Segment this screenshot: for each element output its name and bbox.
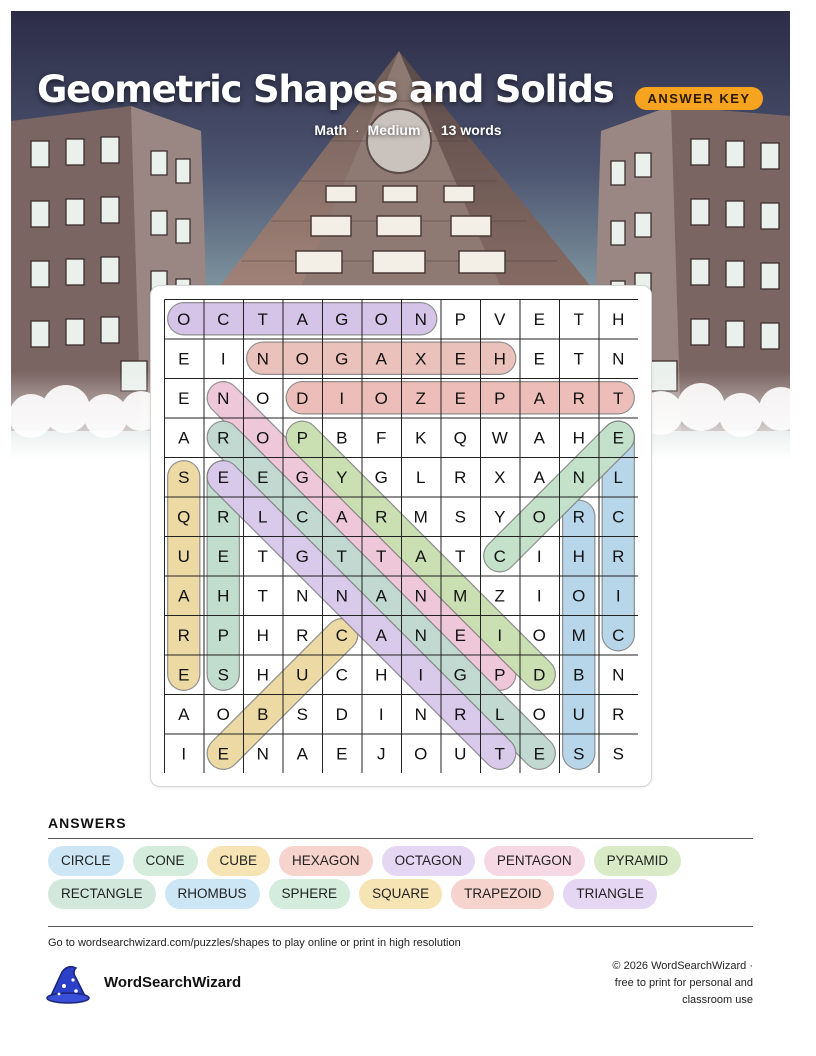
grid-letter[interactable]: H <box>612 309 625 329</box>
grid-letter[interactable]: O <box>532 507 546 527</box>
grid-letter[interactable]: H <box>493 349 506 369</box>
grid-letter[interactable]: C <box>296 507 309 527</box>
grid-letter[interactable]: B <box>573 665 585 685</box>
grid-letter[interactable]: D <box>296 388 309 408</box>
grid-letter[interactable]: A <box>178 704 190 724</box>
grid-letter[interactable]: O <box>572 586 586 606</box>
grid-letter[interactable]: A <box>336 507 348 527</box>
grid-letter[interactable]: R <box>612 704 625 724</box>
answer-chip-pyramid: PYRAMID <box>594 846 682 876</box>
grid-letter[interactable]: R <box>177 625 190 645</box>
answer-chip-square: SQUARE <box>359 879 442 909</box>
grid-letter[interactable]: U <box>177 546 190 566</box>
brand-name: WordSearchWizard <box>104 974 242 991</box>
grid-letter[interactable]: E <box>217 744 229 764</box>
grid-letter[interactable]: W <box>491 428 508 448</box>
grid-letter[interactable]: A <box>533 467 545 487</box>
grid-letter[interactable]: G <box>453 665 467 685</box>
grid-letter[interactable]: I <box>220 349 226 369</box>
grid-letter[interactable]: E <box>533 309 545 329</box>
grid-letter[interactable]: C <box>612 507 625 527</box>
meta-difficulty: Medium <box>367 122 421 138</box>
grid-letter[interactable]: P <box>494 388 506 408</box>
grid-letter[interactable]: C <box>335 625 348 645</box>
grid-letter[interactable]: E <box>612 428 624 448</box>
grid-letter[interactable]: H <box>256 665 269 685</box>
grid-letter[interactable]: Y <box>494 507 506 527</box>
grid-letter[interactable]: R <box>612 546 625 566</box>
answer-chip-hexagon: HEXAGON <box>279 846 373 876</box>
grid-letter[interactable]: N <box>572 467 585 487</box>
grid-letter[interactable]: T <box>257 309 268 329</box>
answers-list <box>48 846 753 909</box>
grid-letter[interactable]: N <box>414 704 427 724</box>
grid-letter[interactable]: B <box>336 428 348 448</box>
grid-letter[interactable]: C <box>217 309 230 329</box>
answer-chip-octagon: OCTAGON <box>382 846 475 876</box>
grid-letter[interactable]: E <box>217 467 229 487</box>
grid-letter[interactable]: T <box>455 546 466 566</box>
grid-letter[interactable]: A <box>415 546 427 566</box>
grid-letter[interactable]: N <box>612 349 625 369</box>
copyright-line: © 2026 WordSearchWizard · <box>612 960 753 972</box>
grid-letter[interactable]: P <box>217 625 229 645</box>
meta-separator: · <box>428 122 433 138</box>
grid-letter[interactable]: A <box>178 428 190 448</box>
grid-letter[interactable]: Q <box>177 507 191 527</box>
grid-letter[interactable]: D <box>533 665 546 685</box>
grid-letter[interactable]: R <box>454 467 467 487</box>
grid-letter[interactable]: C <box>612 625 625 645</box>
grid-letter[interactable]: Z <box>494 586 505 606</box>
grid-letter[interactable]: A <box>375 625 387 645</box>
grid-letter[interactable]: R <box>217 507 230 527</box>
grid-letter[interactable]: G <box>335 309 349 329</box>
grid-letter[interactable]: I <box>536 546 542 566</box>
grid-letter[interactable]: I <box>418 665 424 685</box>
grid-letter[interactable]: T <box>613 388 624 408</box>
grid-letter[interactable]: N <box>612 665 625 685</box>
grid-letter[interactable]: O <box>295 349 309 369</box>
meta-word-count: 13 words <box>440 122 502 138</box>
copyright-line: free to print for personal and <box>614 977 753 989</box>
answer-chip-rhombus: RHOMBUS <box>165 879 260 909</box>
grid-letter[interactable]: M <box>571 625 586 645</box>
grid-letter[interactable]: R <box>375 507 388 527</box>
grid-letter[interactable]: A <box>533 388 545 408</box>
grid-letter[interactable]: X <box>494 467 506 487</box>
grid-letter[interactable]: L <box>416 467 426 487</box>
grid-letter[interactable]: R <box>454 704 467 724</box>
grid-letter[interactable]: T <box>336 546 347 566</box>
grid-letter[interactable]: H <box>217 586 230 606</box>
grid-letter[interactable]: I <box>497 625 503 645</box>
divider <box>48 838 753 839</box>
grid-letter[interactable]: E <box>454 388 466 408</box>
grid-letter[interactable]: O <box>177 309 191 329</box>
grid-letter[interactable]: G <box>335 349 349 369</box>
grid-letter[interactable]: H <box>375 665 388 685</box>
grid-letter[interactable]: P <box>454 309 466 329</box>
answer-chip-pentagon: PENTAGON <box>484 846 585 876</box>
grid-letter[interactable]: N <box>414 309 427 329</box>
answer-chip-trapezoid: TRAPEZOID <box>451 879 554 909</box>
grid-letter[interactable]: A <box>178 586 190 606</box>
grid-letter[interactable]: E <box>454 625 466 645</box>
answer-chip-triangle: TRIANGLE <box>563 879 657 909</box>
grid-letter[interactable]: M <box>453 586 468 606</box>
grid-letter[interactable]: E <box>533 744 545 764</box>
grid-letter[interactable]: J <box>377 744 386 764</box>
grid-letter[interactable]: S <box>454 507 466 527</box>
grid-letter[interactable]: L <box>613 467 623 487</box>
answer-chip-rectangle: RECTANGLE <box>48 879 156 909</box>
grid-letter[interactable]: E <box>454 349 466 369</box>
grid-letter[interactable]: E <box>178 388 190 408</box>
grid-letter[interactable]: T <box>257 586 268 606</box>
grid-letter[interactable]: I <box>181 744 187 764</box>
grid-letter[interactable]: S <box>178 467 190 487</box>
grid-letter[interactable]: N <box>256 744 269 764</box>
play-online-link[interactable]: Go to wordsearchwizard.com/puzzles/shapes to play online or print in high resolution <box>48 937 461 949</box>
grid-letter[interactable]: G <box>295 467 309 487</box>
grid-letter[interactable]: A <box>296 309 308 329</box>
answer-chip-circle: CIRCLE <box>48 846 124 876</box>
grid-letter[interactable]: E <box>178 349 190 369</box>
grid-letter[interactable]: C <box>335 665 348 685</box>
grid-letter[interactable]: A <box>296 744 308 764</box>
grid-letter[interactable]: G <box>295 546 309 566</box>
grid-letter[interactable]: A <box>533 428 545 448</box>
grid-letter[interactable]: N <box>296 586 309 606</box>
grid-letter[interactable]: G <box>374 467 388 487</box>
grid-letter[interactable]: S <box>217 665 229 685</box>
grid-letter[interactable]: R <box>572 507 585 527</box>
grid-letter[interactable]: E <box>533 349 545 369</box>
grid-letter[interactable]: R <box>296 625 309 645</box>
divider <box>48 926 753 927</box>
grid-letter[interactable]: N <box>256 349 269 369</box>
grid-letter[interactable]: U <box>454 744 467 764</box>
grid-letter[interactable]: I <box>536 586 542 606</box>
grid-letter[interactable]: I <box>378 704 384 724</box>
grid-letter[interactable]: Z <box>415 388 426 408</box>
grid-letter[interactable]: X <box>415 349 427 369</box>
grid-letter[interactable]: N <box>335 586 348 606</box>
grid-letter[interactable]: E <box>257 467 269 487</box>
grid-letter[interactable]: S <box>296 704 308 724</box>
answer-chip-cube: CUBE <box>207 846 271 876</box>
grid-letter[interactable]: T <box>573 349 584 369</box>
grid-letter[interactable]: H <box>256 625 269 645</box>
grid-letter[interactable]: T <box>573 309 584 329</box>
grid-letter[interactable]: V <box>494 309 506 329</box>
puzzle-title: Geometric Shapes and Solids <box>37 68 614 111</box>
grid-letter[interactable]: O <box>374 388 388 408</box>
wizard-hat-icon <box>46 964 92 1004</box>
grid-letter[interactable]: N <box>414 625 427 645</box>
copyright <box>560 958 753 1009</box>
grid-letter[interactable]: N <box>217 388 230 408</box>
grid-letter[interactable]: B <box>257 704 269 724</box>
grid-letter[interactable]: O <box>414 744 428 764</box>
grid-letter[interactable]: S <box>612 744 624 764</box>
grid-letter[interactable]: O <box>532 704 546 724</box>
grid-letter[interactable]: I <box>339 388 345 408</box>
grid-letter[interactable]: A <box>375 349 387 369</box>
grid-letter[interactable]: N <box>414 586 427 606</box>
grid-letter[interactable]: T <box>494 744 505 764</box>
grid-letter[interactable]: R <box>217 428 230 448</box>
grid-letter[interactable]: L <box>258 507 268 527</box>
grid-letter[interactable]: T <box>376 546 387 566</box>
grid-letter[interactable]: Q <box>453 428 467 448</box>
answer-chip-sphere: SPHERE <box>269 879 351 909</box>
puzzle-meta <box>0 122 816 138</box>
grid-letter[interactable]: D <box>335 704 348 724</box>
grid-letter[interactable]: O <box>532 625 546 645</box>
grid-letter[interactable]: Y <box>336 467 348 487</box>
grid-letter[interactable]: E <box>217 546 229 566</box>
meta-subject: Math <box>314 122 348 138</box>
grid-letter[interactable]: O <box>374 309 388 329</box>
grid-letter[interactable]: F <box>376 428 387 448</box>
answer-chip-cone: CONE <box>133 846 198 876</box>
grid-letter[interactable]: R <box>572 388 585 408</box>
grid-letter[interactable]: P <box>296 428 308 448</box>
grid-letter[interactable]: O <box>216 704 230 724</box>
grid-letter[interactable]: S <box>573 744 585 764</box>
grid-letter[interactable]: H <box>572 428 585 448</box>
grid-letter[interactable]: U <box>572 704 585 724</box>
grid-letter[interactable]: K <box>415 428 427 448</box>
grid-letter[interactable]: C <box>493 546 506 566</box>
answers-heading: ANSWERS <box>48 815 127 831</box>
meta-separator: · <box>354 122 360 138</box>
word-grid[interactable] <box>164 299 638 773</box>
grid-letter[interactable]: M <box>413 507 428 527</box>
grid-letter[interactable]: T <box>257 546 268 566</box>
grid-letter[interactable]: I <box>615 586 621 606</box>
grid-letter[interactable]: E <box>336 744 348 764</box>
copyright-line: classroom use <box>682 994 753 1006</box>
grid-letter[interactable]: U <box>296 665 309 685</box>
grid-letter[interactable]: A <box>375 586 387 606</box>
grid-letter[interactable]: L <box>495 704 505 724</box>
grid-letter[interactable]: P <box>494 665 506 685</box>
grid-letter[interactable]: O <box>256 388 270 408</box>
grid-letter[interactable]: H <box>572 546 585 566</box>
answer-key-badge: ANSWER KEY <box>635 87 763 110</box>
grid-letter[interactable]: O <box>256 428 270 448</box>
grid-letter[interactable]: E <box>178 665 190 685</box>
